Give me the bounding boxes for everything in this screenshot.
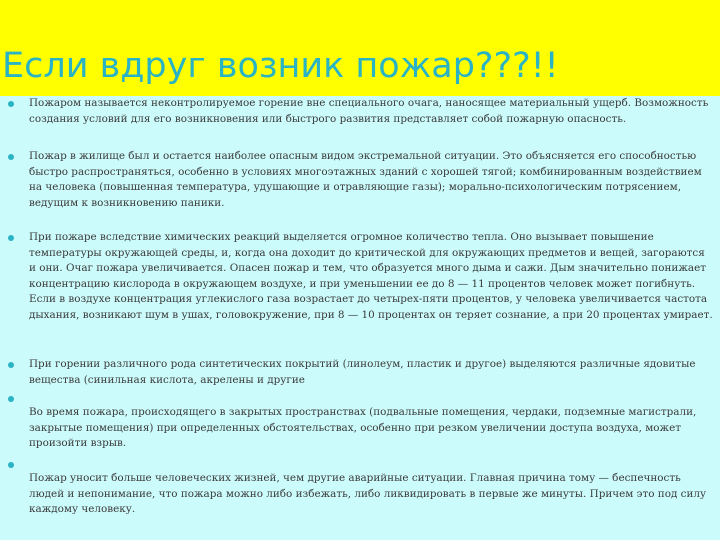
bullet-text: Пожаром называется неконтролируемое горение вне специального очага, наносящее материальный ущерб. Возможность создания условий для его возникновения или быстрого развития представляет собой пожарную опасность. [29,97,709,125]
bullet-text: При пожаре вследствие химических реакций выделяется огромное количество тепла. Оно вызывает повышение температуры окружающей среды, и, когда она доходит до критической для окружающих предметов и вещей, загораются и они. Очаг пожара увеличивается. Опасен пожар и тем, что образуется много дыма и сажи. Дым значительно понижает концентрацию кислорода в окружающем воздухе, и при уменьшении ее до 8 — 11 процентов человек может погибнуть. Если в воздухе концентрация углекислого газа возрастает до четырех-пяти процентов, у человека увеличивается частота дыхания, возникают шум в ушах, головокружение, при 8 — 10 процентах он теряет сознание, а при 20 процентах умирает. [29,231,713,321]
bullet-text: Пожар уносит больше человеческих жизней, чем другие аварийные ситуации. Главная причина тому — беспечность людей и непонимание, что пожара можно либо избежать, либо ликвидировать в первые же минуты. Причем это под силу каждому человеку. [29,472,707,515]
bullet-dot-icon [8,396,14,402]
bullet-text: Пожар в жилище был и остается наиболее опасным видом экстремальной ситуации. Это объясняется его способностью быстро распространяться, особенно в условиях многоэтажных зданий с хорошей тягой; комбинированным воздействием на человека (повышенная температура, удушающие и отравляющие газы); морально-психологическим потрясением, ведущим к возникновению паники. [29,150,702,209]
bullet-text: Во время пожара, происходящего в закрытых пространствах (подвальные помещения, чердаки, подземные магистрали, закрытые помещения) при определенных обстоятельствах, особенно при резком увеличении доступа воздуха, может произойти взрыв. [29,406,697,449]
bullet-dot-icon [8,362,14,368]
bullet-dot-icon [8,462,14,468]
bullet-text: При горении различного рода синтетических покрытий (линолеум, пластик и другое) выделяются различные ядовитые вещества (синильная кислота, акрелены и другие [29,358,696,386]
bullet-dot-icon [8,154,14,160]
bullet-dot-icon [8,235,14,241]
bullet-dot-icon [8,101,14,107]
slide-title: Если вдруг возник пожар???!! [2,46,559,86]
